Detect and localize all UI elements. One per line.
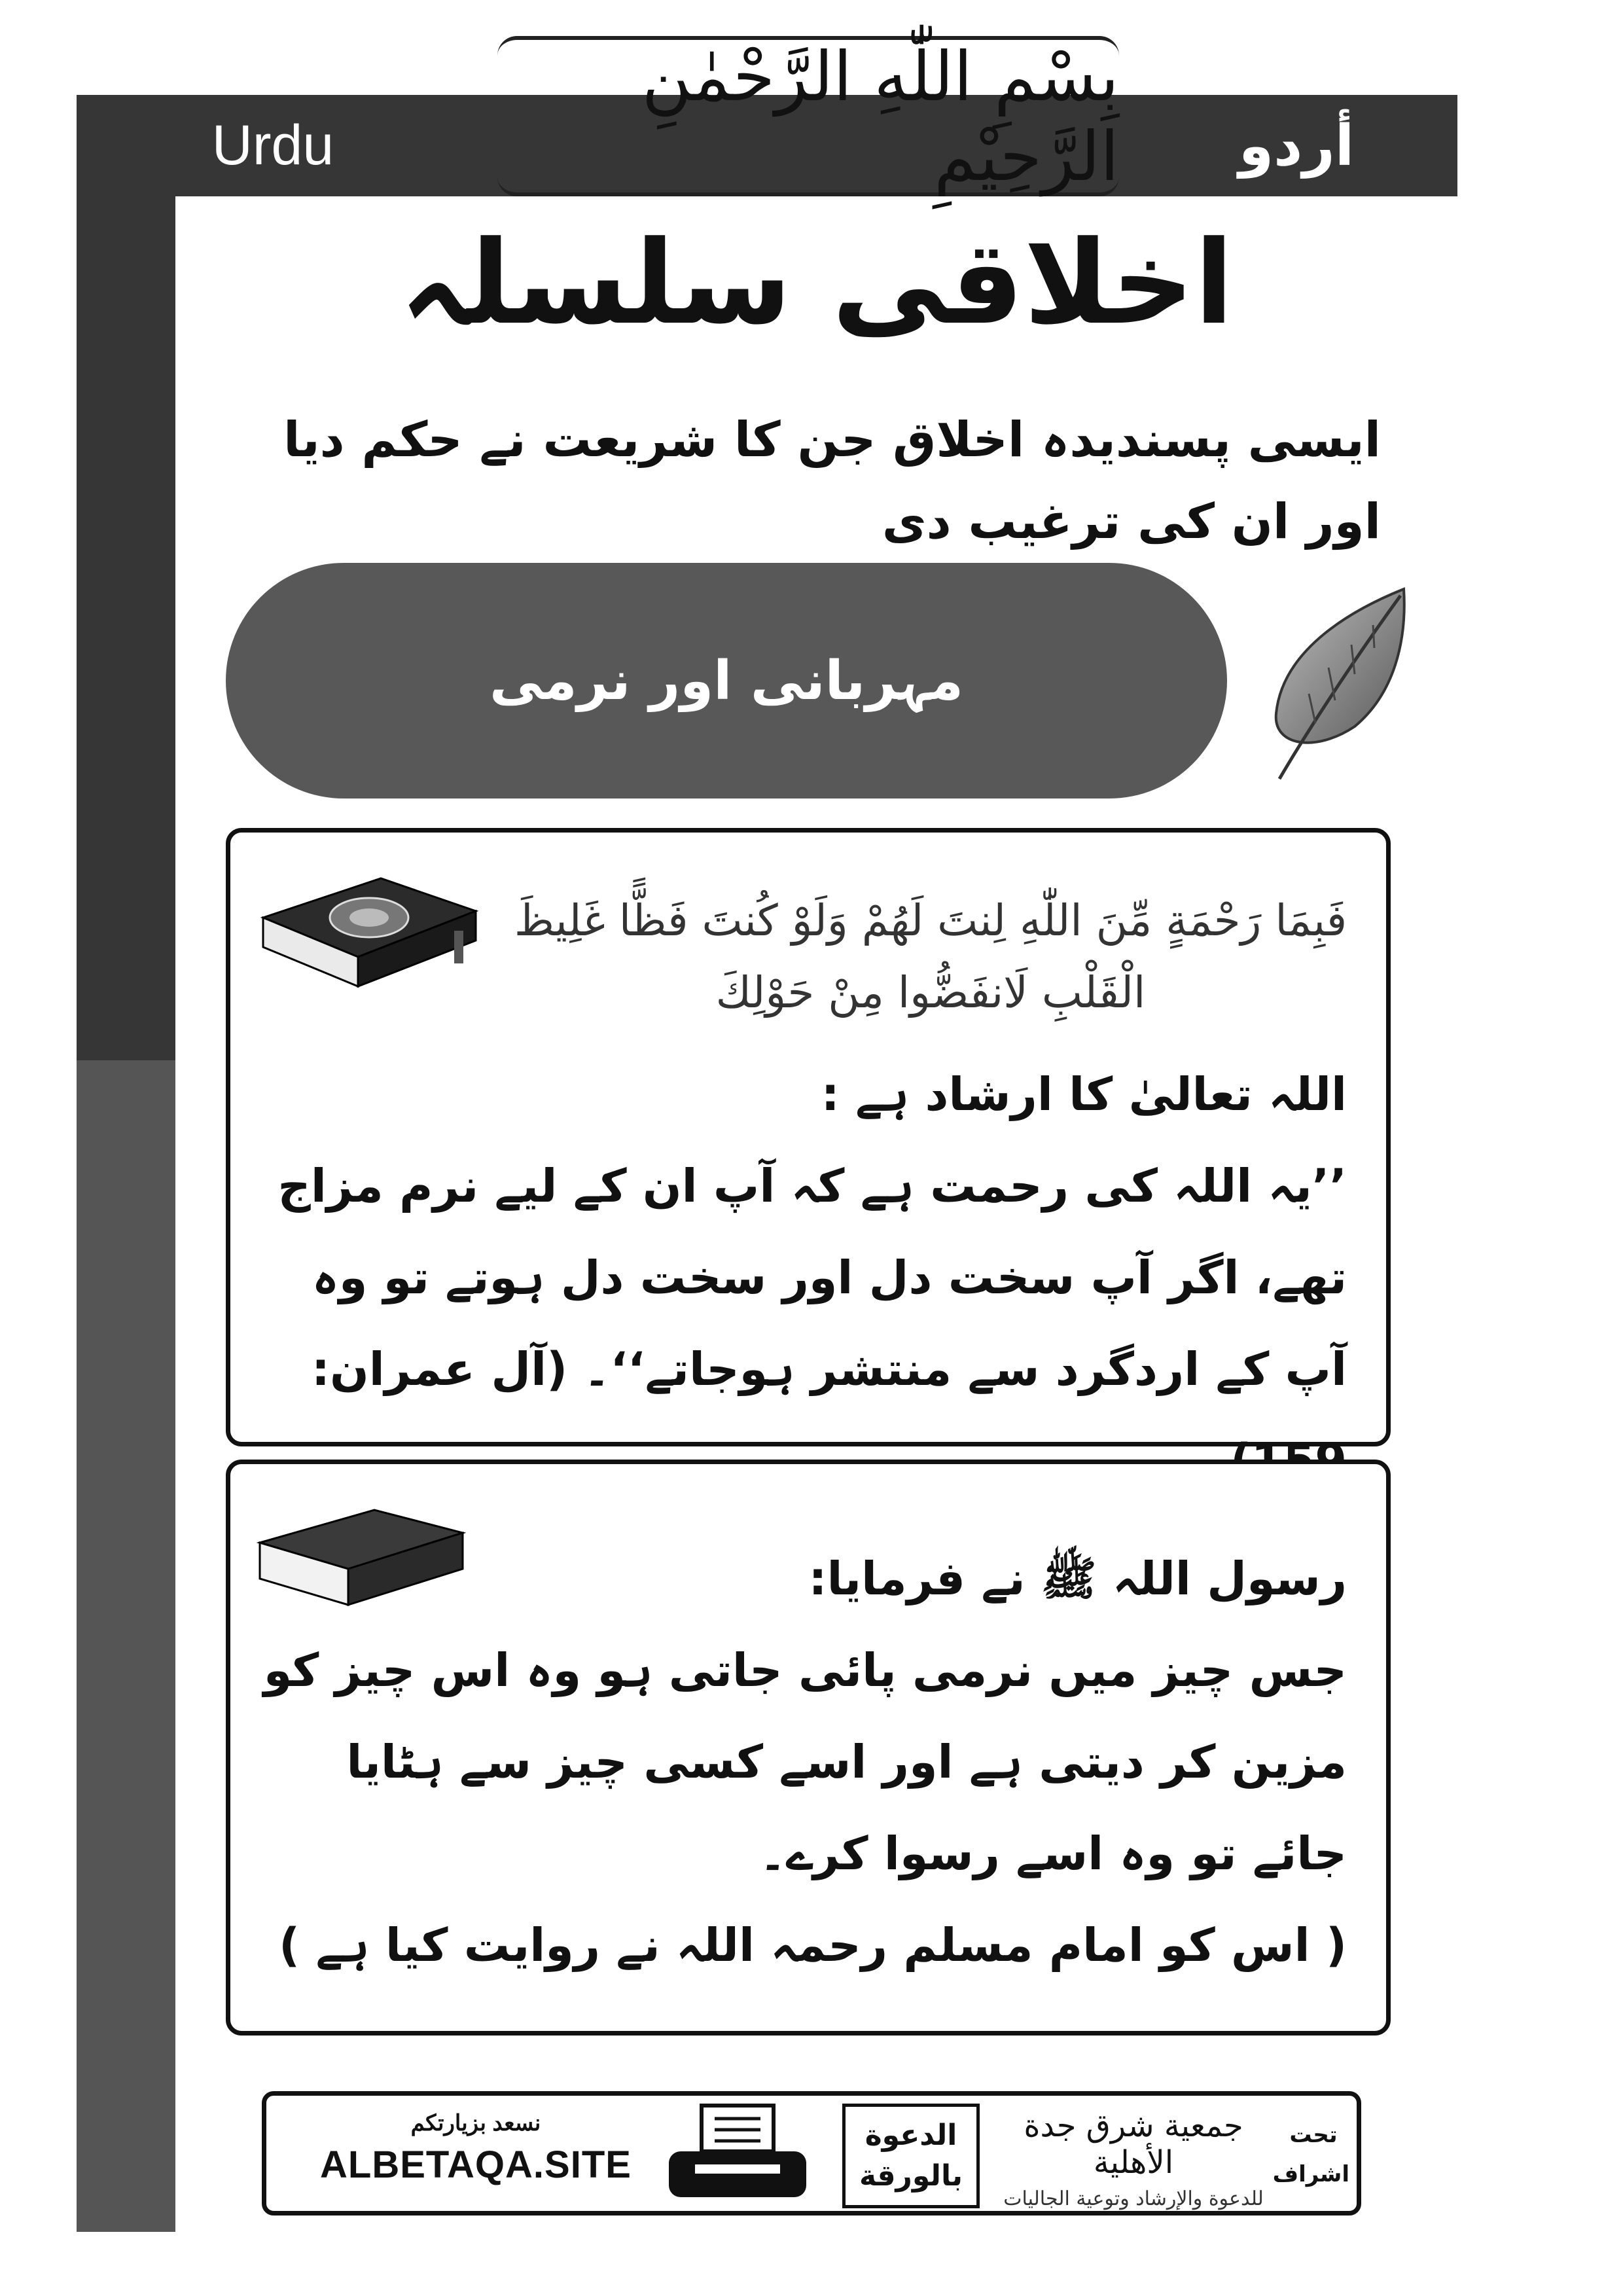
quran-book-icon — [250, 859, 486, 996]
organization-name: جمعية شرق جدة الأهلية — [1024, 2108, 1243, 2181]
hadith-source: ( اس کو امام مسلم رحمہ اللہ نے روایت کیا ہے ) — [279, 1918, 1347, 1972]
language-tab-english: Urdu — [77, 95, 469, 196]
site-link[interactable]: ALBETAQA.SITE — [320, 2144, 632, 2186]
hadith-intro: رسول اللہ ﷺ نے فرمایا: — [808, 1552, 1347, 1605]
site-block — [293, 2110, 659, 2187]
quran-translation — [260, 1049, 1347, 1507]
series-subtitle: ایسی پسندیدہ اخلاق جن کا شریعت نے حکم دیا اور ان کی ترغیب دی — [283, 412, 1381, 550]
footer-bar — [262, 2091, 1361, 2215]
hadith-box — [226, 1460, 1391, 2036]
supervision-label — [1272, 2115, 1349, 2194]
organization-logo — [999, 2108, 1268, 2210]
quran-intro: اللہ تعالیٰ کا ارشاد ہے : — [821, 1067, 1347, 1121]
language-tab-urdu: أردو — [1135, 95, 1457, 196]
supervision-line1: تحت — [1289, 2122, 1338, 2148]
basmala-calligraphy: بِسْمِ اللّٰهِ الرَّحْمٰنِ الرَّحِيْمِ — [497, 36, 1119, 196]
dawah-logo-line2: بالورقة — [859, 2159, 963, 2193]
printer-icon — [659, 2102, 816, 2207]
quran-verse-box — [226, 828, 1391, 1446]
topic-banner — [226, 563, 1227, 798]
visit-text: نسعد بزيارتكم — [410, 2111, 541, 2136]
organization-subtitle: للدعوة والإرشاد وتوعية الجاليات — [1003, 2187, 1264, 2210]
supervision-line2: اشراف — [1272, 2161, 1349, 2187]
leaf-icon — [1257, 583, 1414, 792]
topic-label: مہربانی اور نرمی — [489, 649, 964, 712]
page-title: اخلاقی سلسلہ — [399, 216, 1234, 350]
dawah-logo-line1: الدعوة — [865, 2119, 957, 2152]
quran-translation-text: ’’یہ اللہ کی رحمت ہے کہ آپ ان کے لیے نرم مزاج تھے، اگر آپ سخت دل اور سخت دل ہوتے تو وہ آپ کے اردگرد سے منتشر ہوجاتے‘‘۔ (آل عمران: — [277, 1159, 1347, 1396]
hadith-text: جس چیز میں نرمی پائی جاتی ہو وہ اس چیز کو مزین کر دیتی ہے اور اسے کسی چیز سے ہٹایا جائے تو وہ اسے رسوا کرے۔ — [263, 1643, 1347, 1880]
quran-ayah: فَبِمَا رَحْمَةٍ مِّنَ اللّٰهِ لِنتَ لَهُمْ وَلَوْ كُنتَ فَظًّا غَلِيظَ الْقَلْبِ لَانفَضُّوا مِنْ حَوْلِكَ — [514, 895, 1347, 1018]
hadith-text-block — [260, 1533, 1347, 1991]
dawah-logo — [842, 2104, 980, 2208]
